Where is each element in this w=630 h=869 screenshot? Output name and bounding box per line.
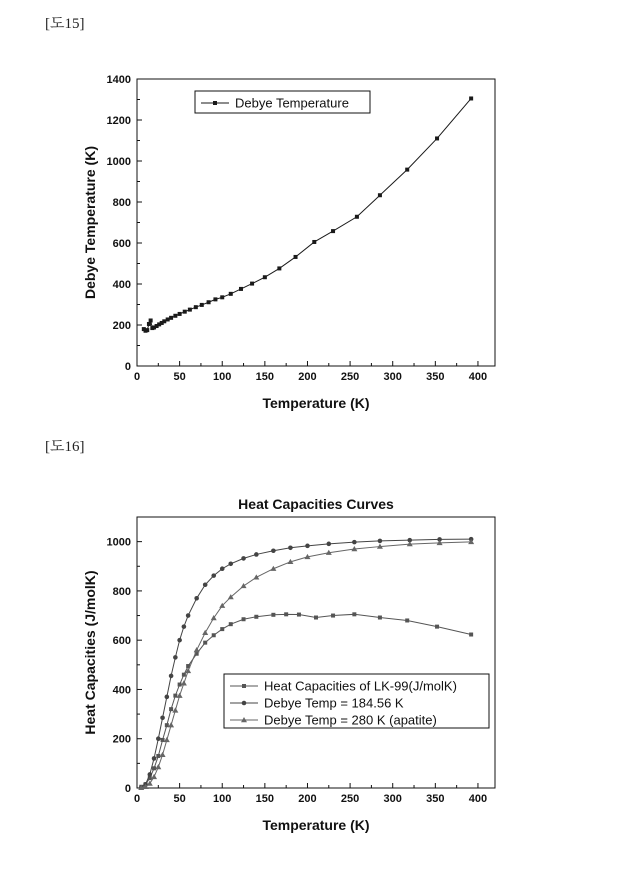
legend-label: Heat Capacities of LK-99(J/molK) <box>264 678 457 694</box>
data-point <box>284 612 288 616</box>
data-point <box>147 322 151 326</box>
y-tick-label: 600 <box>112 635 131 648</box>
legend-label: Debye Temperature <box>235 95 349 111</box>
data-point <box>352 612 356 616</box>
data-point <box>220 566 225 571</box>
data-point <box>152 766 156 770</box>
data-point <box>250 282 254 286</box>
series-line <box>141 542 471 788</box>
data-point <box>168 722 174 727</box>
data-point <box>288 545 293 550</box>
y-tick-label: 600 <box>112 238 131 250</box>
data-point <box>152 756 157 761</box>
data-point <box>194 305 198 309</box>
y-tick-label: 1000 <box>106 156 131 168</box>
data-point <box>435 625 439 629</box>
data-point <box>378 193 382 197</box>
data-point <box>155 764 161 769</box>
y-tick-label: 400 <box>112 684 131 697</box>
data-point <box>202 630 208 635</box>
data-point <box>378 539 383 544</box>
y-tick-label: 200 <box>112 320 131 332</box>
data-point <box>203 641 207 645</box>
data-point <box>178 312 182 316</box>
x-tick-label: 250 <box>340 371 360 383</box>
x-axis <box>134 361 487 383</box>
x-tick-label: 50 <box>173 793 186 805</box>
legend <box>224 674 489 728</box>
data-point <box>229 622 233 626</box>
data-point <box>203 582 208 587</box>
x-tick-label: 400 <box>468 793 488 805</box>
y-tick-label: 800 <box>112 585 131 598</box>
series-1 <box>142 96 473 332</box>
data-point <box>469 96 473 100</box>
data-point <box>254 552 259 557</box>
data-point <box>169 707 173 711</box>
y-tick-label: 400 <box>112 279 131 291</box>
data-point <box>305 544 310 549</box>
data-point <box>182 624 187 629</box>
x-axis-title: Temperature (K) <box>262 817 370 833</box>
data-point <box>200 303 204 307</box>
data-point <box>145 328 149 332</box>
data-point <box>173 314 177 318</box>
data-point <box>186 613 191 618</box>
data-point <box>156 754 160 758</box>
data-point <box>378 616 382 620</box>
data-point <box>156 736 161 741</box>
data-point <box>271 613 275 617</box>
figure-15-label: [도15] <box>45 16 85 32</box>
data-point <box>166 317 170 321</box>
y-tick-label: 1200 <box>106 115 131 127</box>
data-point <box>326 542 331 547</box>
x-tick-label: 0 <box>133 371 141 383</box>
y-tick-label: 800 <box>112 197 131 209</box>
data-point <box>182 673 186 677</box>
series-2 <box>139 537 473 790</box>
data-point <box>194 596 199 601</box>
data-point <box>183 310 187 314</box>
x-tick-label: 100 <box>213 371 232 383</box>
plot-frame <box>137 517 495 788</box>
data-point <box>253 574 259 579</box>
legend-label: Debye Temp = 280 K (apatite) <box>264 712 437 728</box>
data-point <box>331 614 335 618</box>
data-point <box>172 707 178 712</box>
chart-title: Heat Capacities Curves <box>238 496 394 512</box>
x-axis <box>134 783 487 805</box>
y-tick-label: 0 <box>124 361 131 373</box>
data-point <box>314 616 318 620</box>
x-tick-label: 200 <box>298 793 317 805</box>
data-point <box>178 683 182 687</box>
x-tick-label: 0 <box>133 793 141 805</box>
y-tick-label: 1400 <box>106 74 131 86</box>
data-point <box>162 319 166 323</box>
data-point <box>212 633 216 637</box>
data-point <box>229 292 233 296</box>
legend-marker <box>242 684 246 688</box>
data-point <box>435 136 439 140</box>
data-point <box>194 647 200 652</box>
data-point <box>149 318 153 322</box>
x-tick-label: 150 <box>255 371 275 383</box>
data-point <box>297 613 301 617</box>
data-point <box>254 615 258 619</box>
legend <box>195 91 370 113</box>
y-axis-title: Heat Capacities (J/molK) <box>82 570 98 735</box>
x-axis-title: Temperature (K) <box>262 395 370 411</box>
data-point <box>331 229 335 233</box>
data-point <box>173 694 177 698</box>
data-point <box>147 772 152 777</box>
y-axis-title: Debye Temperature (K) <box>82 145 98 300</box>
data-point <box>161 738 165 742</box>
x-tick-label: 150 <box>255 793 275 805</box>
data-point <box>228 562 233 567</box>
x-tick-label: 400 <box>468 371 488 383</box>
x-tick-label: 100 <box>213 793 232 805</box>
data-point <box>173 655 178 660</box>
series-line <box>144 95 471 330</box>
legend-marker <box>242 701 247 706</box>
legend-marker <box>213 101 217 105</box>
legend-label: Debye Temp = 184.56 K <box>264 695 404 711</box>
data-point <box>469 633 473 637</box>
y-tick-label: 200 <box>112 733 131 746</box>
x-tick-label: 300 <box>383 371 402 383</box>
data-point <box>312 240 316 244</box>
heat-capacities-chart <box>0 485 630 845</box>
data-point <box>294 255 298 259</box>
data-point <box>355 215 359 219</box>
x-tick-label: 300 <box>383 793 402 805</box>
data-point <box>169 316 173 320</box>
data-point <box>164 737 170 742</box>
data-point <box>213 297 217 301</box>
data-point <box>405 168 409 172</box>
plot-frame <box>137 79 495 366</box>
data-point <box>211 573 216 578</box>
data-point <box>160 715 165 720</box>
x-tick-label: 350 <box>426 371 445 383</box>
data-point <box>160 752 166 757</box>
data-point <box>207 300 211 304</box>
data-point <box>241 556 246 561</box>
data-point <box>352 540 357 545</box>
data-point <box>277 266 281 270</box>
data-point <box>220 627 224 631</box>
data-point <box>165 723 169 727</box>
data-point <box>405 618 409 622</box>
figure-16-label: [도16] <box>45 439 85 455</box>
data-point <box>239 287 243 291</box>
data-point <box>220 295 224 299</box>
x-tick-label: 200 <box>298 371 317 383</box>
x-tick-label: 50 <box>173 371 186 383</box>
data-point <box>263 275 267 279</box>
data-point <box>188 308 192 312</box>
data-point <box>242 617 246 621</box>
data-point <box>181 680 187 685</box>
y-tick-label: 0 <box>124 783 131 795</box>
data-point <box>271 548 276 553</box>
debye-temperature-chart <box>0 60 630 430</box>
data-point <box>169 674 174 679</box>
data-point <box>241 583 247 588</box>
data-point <box>165 695 170 700</box>
x-tick-label: 350 <box>426 793 445 805</box>
y-tick-label: 1000 <box>106 536 131 549</box>
x-tick-label: 250 <box>340 793 360 805</box>
data-point <box>177 693 183 698</box>
data-point <box>177 638 182 643</box>
